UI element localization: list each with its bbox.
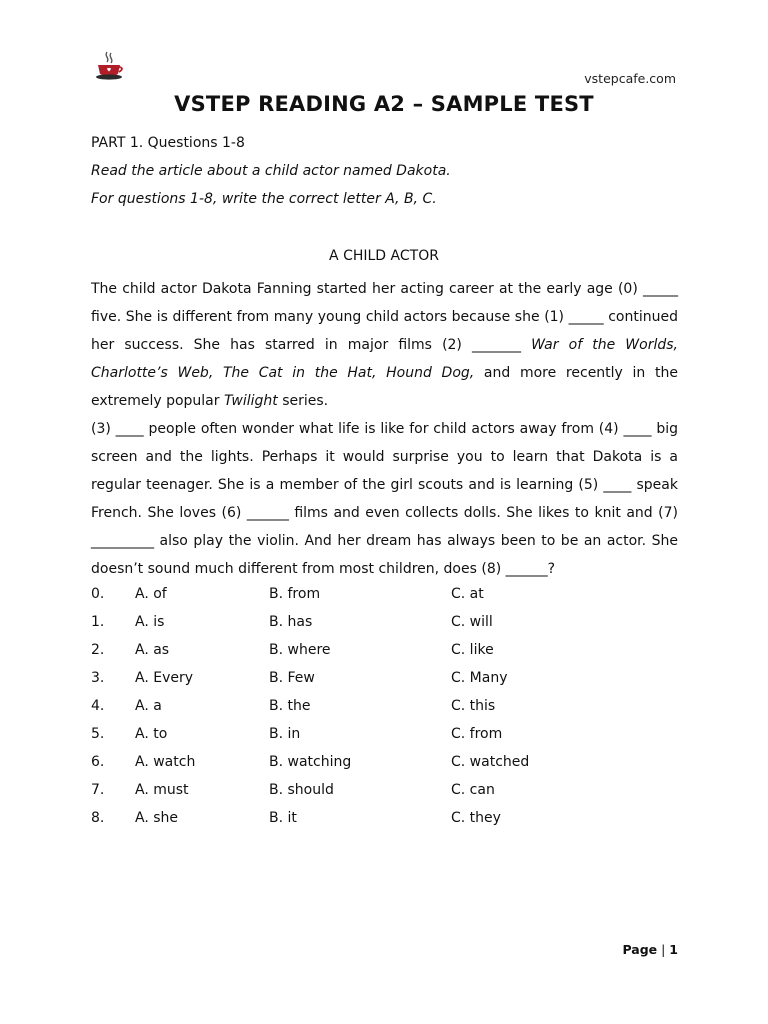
paragraph-text: and more recently in the extremely popular (91, 365, 678, 409)
part-heading: PART 1. Questions 1-8 (91, 135, 245, 151)
option-row (91, 638, 611, 666)
option-a: A. of (135, 586, 167, 602)
option-row (91, 582, 611, 610)
option-b: B. in (269, 726, 301, 742)
option-b: B. watching (269, 754, 352, 770)
coffee-cup-logo-icon (92, 50, 126, 84)
option-b: B. should (269, 782, 334, 798)
option-a: A. watch (135, 754, 196, 770)
paragraph-text: series. (277, 393, 329, 409)
option-c: C. at (451, 586, 484, 602)
option-c: C. like (451, 642, 494, 658)
option-row (91, 806, 611, 834)
option-b: B. it (269, 810, 297, 826)
option-c: C. from (451, 726, 503, 742)
option-c: C. can (451, 782, 495, 798)
answer-options-table (91, 582, 611, 834)
option-a: A. must (135, 782, 189, 798)
question-number: 0. (91, 586, 105, 602)
paragraph-text: The child actor Dakota Fanning started her acting career at the early age (0) _____ five. She is different from many young child actors because she (1) _____ continued her success. She has starred in major films (2) _______ (91, 281, 678, 353)
option-row (91, 778, 611, 806)
question-number: 1. (91, 614, 105, 630)
option-c: C. will (451, 614, 493, 630)
instruction-line-1: Read the article about a child actor named Dakota. (91, 163, 451, 179)
page-number: 1 (669, 942, 678, 957)
option-a: A. a (135, 698, 162, 714)
page-label: Page (622, 942, 658, 957)
article-paragraph-2: (3) ____ people often wonder what life is like for child actors away from (4) ____ big screen and the lights. Perhaps it would surprise you to learn that Dakota is a regular teenager. She is a member of the girl scouts and is learning (5) ____ speak French. She loves (6) ______ films and even collects dolls. She likes to knit and (7) _________ also play the violin. And her dream has always been to be an actor. She doesn’t sound much different from most children, does (8) ______? (91, 421, 678, 577)
option-b: B. the (269, 698, 311, 714)
article-body (91, 275, 678, 583)
question-number: 8. (91, 810, 105, 826)
option-row (91, 666, 611, 694)
option-row (91, 722, 611, 750)
question-number: 2. (91, 642, 105, 658)
option-a: A. to (135, 726, 168, 742)
option-c: C. Many (451, 670, 508, 686)
article-title: A CHILD ACTOR (329, 248, 439, 264)
option-a: A. she (135, 810, 179, 826)
option-row (91, 610, 611, 638)
page-footer (622, 942, 678, 957)
svg-text:♥: ♥ (106, 67, 112, 74)
option-a: A. is (135, 614, 165, 630)
page-title: VSTEP READING A2 – SAMPLE TEST (174, 92, 594, 116)
page-separator: | (657, 942, 670, 957)
option-a: A. as (135, 642, 170, 658)
question-number: 4. (91, 698, 105, 714)
film-titles-italic: Twilight (223, 393, 278, 409)
option-b: B. Few (269, 670, 315, 686)
question-number: 7. (91, 782, 105, 798)
option-row (91, 750, 611, 778)
option-b: B. has (269, 614, 313, 630)
film-titles-italic: War of the Worlds, Charlotte’s Web, The Cat in the Hat, Hound Dog, (91, 337, 678, 381)
question-number: 6. (91, 754, 105, 770)
option-b: B. from (269, 586, 321, 602)
option-a: A. Every (135, 670, 194, 686)
option-b: B. where (269, 642, 331, 658)
site-url: vstepcafe.com (584, 71, 676, 86)
option-c: C. they (451, 810, 501, 826)
question-number: 5. (91, 726, 105, 742)
option-c: C. watched (451, 754, 530, 770)
question-number: 3. (91, 670, 105, 686)
article-paragraph-1 (91, 275, 678, 415)
option-c: C. this (451, 698, 496, 714)
instruction-line-2: For questions 1-8, write the correct letter A, B, C. (91, 191, 437, 207)
option-row (91, 694, 611, 722)
